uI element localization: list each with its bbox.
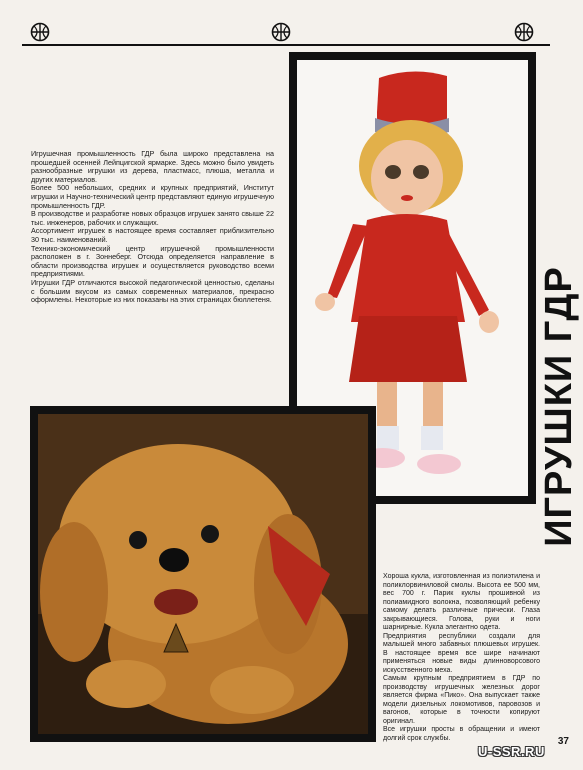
intro-paragraph: Более 500 небольших, средних и крупных предприятий, Институт игрушки и Научно-технический центр представляют единую игрушечную промышленность ГДР. [31,183,274,210]
caption-paragraph: Хороша кукла, изготовленная из полиэтилена и поликлорвиниловой смолы. Высота ее 500 мм, вес 700 г. Парик куклы прошивной из полиамидного волокна, позволяющий ребенку самому делать различные прически. Глаза закрывающиеся. Голова, руки и ноги шарнирные. Кукла элегантно одета. [383,573,540,631]
intro-paragraph: Технико-экономический центр игрушечной промышленности расположен в г. Зоннеберг. Отсюда определяется направление в области производства игрушек и осуществляется руководство всеми предприятиями. [31,243,274,279]
page-title [537,265,580,547]
dog-photo-frame [30,406,376,742]
caption-paragraph: Предприятия республики создали для малышей много забавных плюшевых игрушек. В настоящее время все шире начинают применяться новые виды длинноворсового искусственного меха. [383,632,540,674]
caption-paragraph: Самым крупным предприятием в ГДР по производству игрушечных железных дорог является фирма «Пико». Она выпускает также модели дизельных локомотивов, паровозов и вагонов, которые в точности копируют оригинал. [383,675,540,725]
site-watermark: U-SSR.RU [478,744,545,759]
caption-paragraph: Все игрушки просты в обращении и имеют долгий срок службы. [383,726,540,742]
intro-paragraph: Ассортимент игрушек в настоящее время составляет приблизительно 30 тыс. наименований. [31,226,274,244]
intro-paragraph: Игрушечная промышленность ГДР была широко представлена на прошедшей осенней Лейпцигской ярмарке. Здесь можно было увидеть разнообразные игрушки из дерева, пластмасс, плюша, металла и других материалов. [31,149,274,184]
intro-text [31,150,274,305]
intro-paragraph: Игрушки ГДР отличаются высокой педагогической ценностью, сделаны с большим вкусом из самых современных материалов, прекрасно оформлены. Некоторые из них показаны на этих страницах бюллетеня. [31,277,274,305]
page-title-text: ИГРУШКИ ГДР [537,265,580,547]
dog-photo [38,414,368,734]
basketball-icon [271,22,291,42]
caption-text [383,573,540,743]
page-number: 37 [557,736,569,747]
header-rule [22,44,550,46]
basketball-icon [514,22,534,42]
intro-paragraph: В производстве и разработке новых образцов игрушек занято свыше 22 тыс. инженеров, рабочих и служащих. [31,209,274,227]
basketball-icon [30,22,50,42]
